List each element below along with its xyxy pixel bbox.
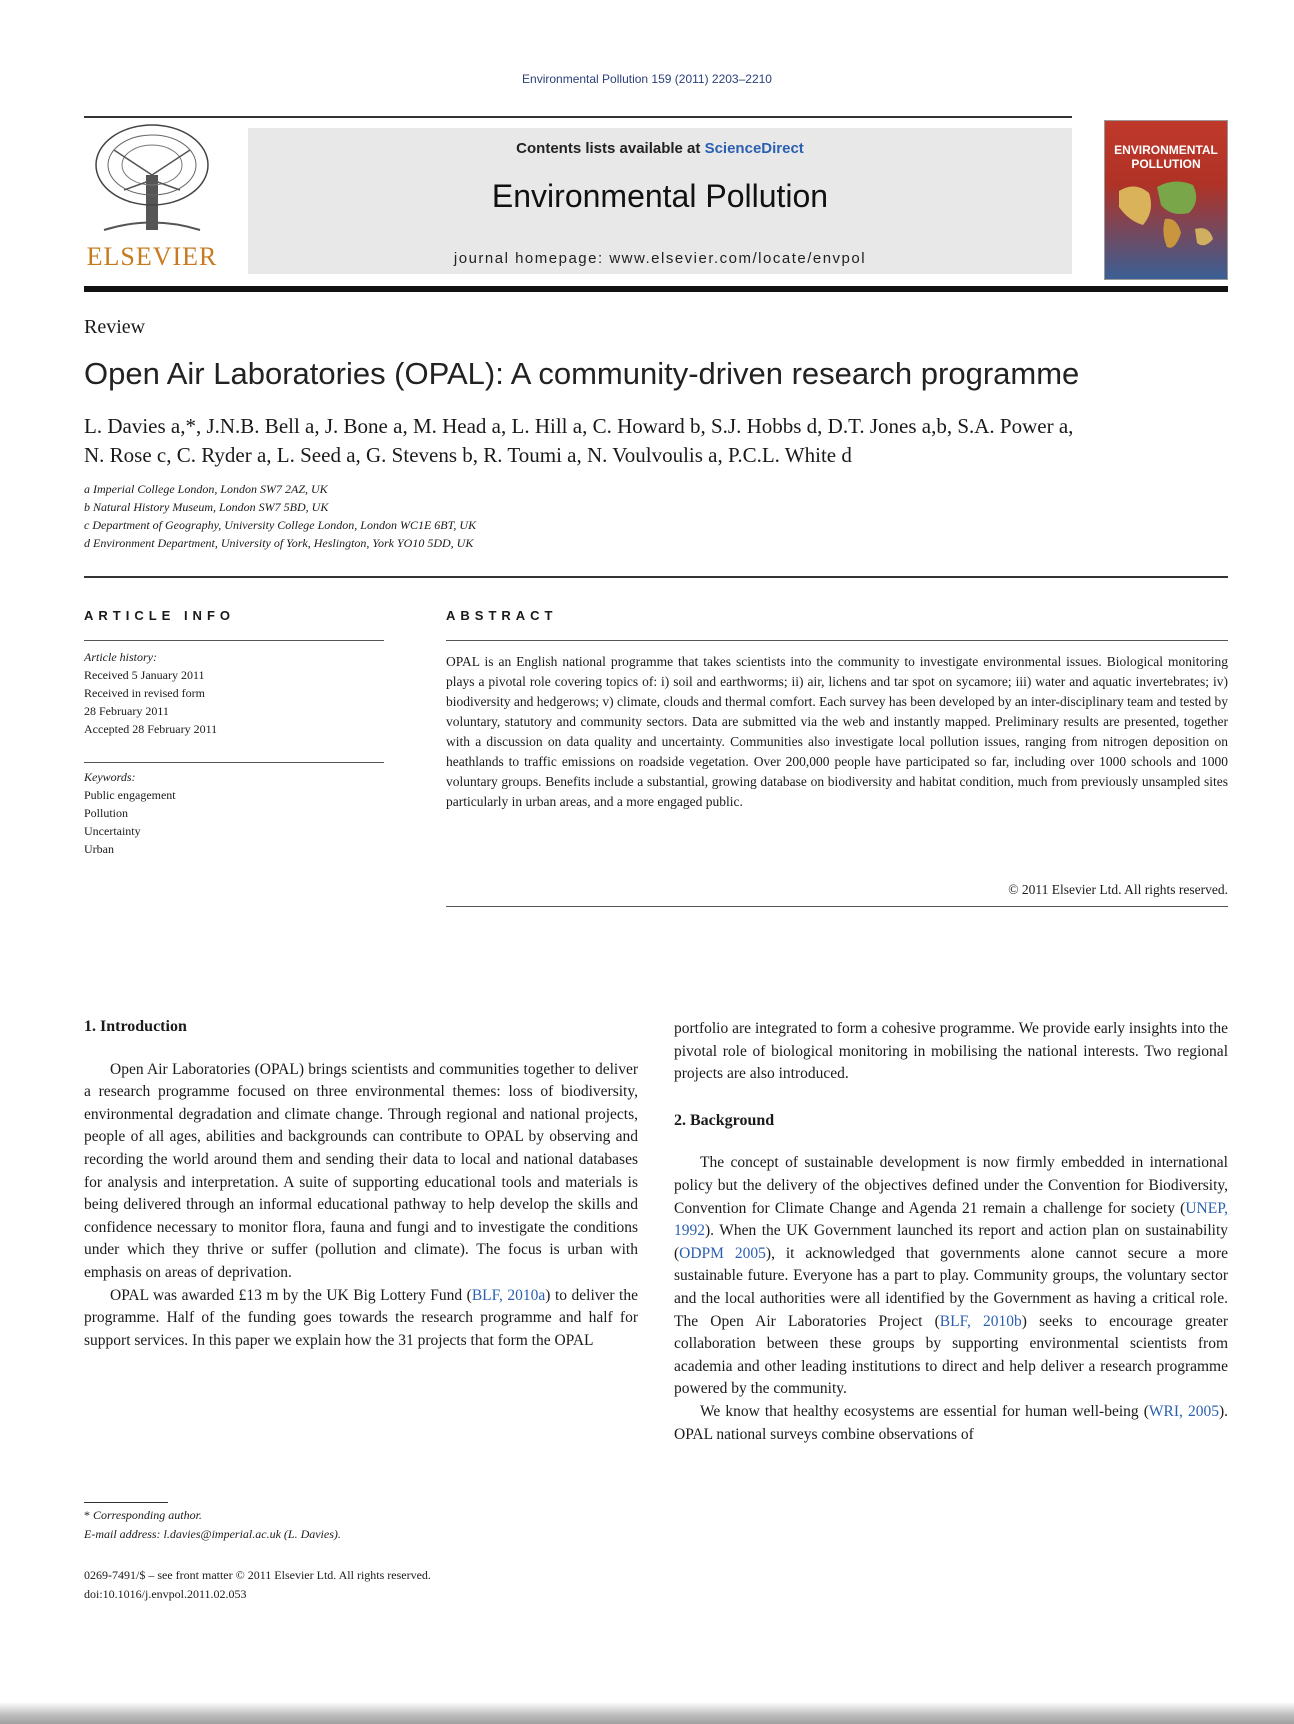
- continued-paragraph: portfolio are integrated to form a cohesive programme. We provide early insights into the pivotal role of biological monitoring in mobilising the national interests. Two regional projects are also introduced.: [674, 1020, 1228, 1083]
- corresponding-author-footnote: [84, 1506, 341, 1544]
- citation-link[interactable]: UNEP, 1992: [674, 1199, 1228, 1240]
- journal-title: Environmental Pollution: [491, 178, 829, 214]
- contents-prefix: Contents lists available at: [516, 140, 705, 157]
- world-map-icon: [1105, 121, 1227, 279]
- keyword-item: Uncertainty: [84, 824, 141, 838]
- text-run: OPAL was awarded £13 m by the UK Big Lottery Fund (: [110, 1286, 472, 1304]
- abstract-bottom-rule: [446, 906, 1228, 907]
- abstract-heading: ABSTRACT: [446, 608, 558, 623]
- journal-reference[interactable]: Environmental Pollution 159 (2011) 2203–2210: [522, 72, 772, 86]
- keywords: [84, 768, 176, 858]
- affiliation-a: a Imperial College London, London SW7 2AZ, UK: [84, 482, 328, 496]
- info-rule: [84, 640, 384, 641]
- article-info-heading: ARTICLE INFO: [84, 608, 235, 623]
- header-rule: [84, 116, 1072, 118]
- citation-link[interactable]: BLF, 2010a: [471, 1286, 546, 1304]
- issn-block: [84, 1566, 431, 1604]
- spacer: [674, 1086, 1228, 1110]
- history-received: Received 5 January 2011: [84, 668, 205, 682]
- doi-link[interactable]: doi:10.1016/j.envpol.2011.02.053: [84, 1587, 247, 1601]
- cover-title: ENVIRONMENTAL POLLUTION: [1114, 143, 1218, 171]
- introduction-paragraph-2: [84, 1285, 638, 1353]
- affiliation-b: b Natural History Museum, London SW7 5BD, UK: [84, 500, 329, 514]
- author-list: [84, 412, 1234, 470]
- article-history: [84, 648, 217, 738]
- elsevier-logo: [84, 120, 220, 276]
- page-shadow: [0, 1702, 1294, 1724]
- section-rule: [84, 576, 1228, 578]
- keyword-item: Public engagement: [84, 788, 176, 802]
- email-line[interactable]: E-mail address: l.davies@imperial.ac.uk (L. Davies).: [84, 1527, 341, 1541]
- introduction-heading: 1. Introduction: [84, 1018, 187, 1035]
- journal-homepage[interactable]: journal homepage: www.elsevier.com/locate/envpol: [453, 250, 867, 267]
- background-paragraph-1: [674, 1152, 1228, 1401]
- corresponding-line: [84, 1506, 341, 1525]
- history-revised-date: 28 February 2011: [84, 704, 169, 718]
- text-run: ), it acknowledged that governments alone cannot secure a more sustainable future. Everyone has a part to play. Community groups, the voluntary sector and the local authorities were all identified by the Government as having a critical role. The Open Air Laboratories Project (: [674, 1244, 1228, 1330]
- affiliation-c: c Department of Geography, University College London, London WC1E 6BT, UK: [84, 518, 477, 532]
- header-thick-rule: [84, 286, 1228, 292]
- history-accepted: Accepted 28 February 2011: [84, 722, 218, 736]
- history-revised: Received in revised form: [84, 686, 205, 700]
- history-heading: Article history:: [84, 650, 157, 664]
- text-run: ) to deliver the programme. Half of the funding goes towards the research programme and half for support services. In this paper we explain how the 31 projects that form the OPAL: [84, 1286, 638, 1349]
- keyword-item: Urban: [84, 842, 114, 856]
- text-run: The concept of sustainable development is now firmly embedded in international policy but the delivery of the objectives defined under the Convention for Biodiversity, Convention for Climate Change and Agenda 21 remain a challenge for society (: [674, 1154, 1228, 1217]
- keyword-item: Pollution: [84, 806, 129, 820]
- sciencedirect-link[interactable]: ScienceDirect: [704, 140, 804, 157]
- citation-link[interactable]: WRI, 2005: [1148, 1402, 1219, 1420]
- text-run: ). OPAL national surveys combine observations of: [674, 1402, 1228, 1443]
- text-run: ). When the UK Government launched its report and action plan on sustainability (: [674, 1222, 1228, 1262]
- abstract-rule: [446, 640, 1228, 641]
- introduction-paragraph-1: Open Air Laboratories (OPAL) brings scientists and communities together to deliver a research programme focused on three environmental themes: loss of biodiversity, environmental degradation and climate change. Through regional and national projects, people of all ages, abilities and backgrounds can contribute to OPAL by observing and recording the world around them and sending their data to local and national databases for analysis and interpretation. A suite of supporting educational tools and materials is being delivered through an informal educational pathway to help develop the skills and confidence necessary to monitor flora, fauna and fungi and to investigate the conditions under which they thrive or suffer (pollution and climate). The focus is urban with emphasis on areas of deprivation.: [84, 1060, 638, 1281]
- body-column-left: [84, 1016, 638, 1352]
- text-run: ) seeks to encourage greater collaboration between these groups by supporting environmental scientists from academia and other leading institutions to direct and help deliver a research programme powered by the community.: [674, 1312, 1228, 1398]
- publisher-wordmark: ELSEVIER: [86, 242, 218, 271]
- affiliation-d: d Environment Department, University of York, Heslington, York YO10 5DD, UK: [84, 536, 474, 550]
- citation-link[interactable]: BLF, 2010b: [939, 1312, 1022, 1330]
- corresponding-text: Corresponding author.: [93, 1508, 202, 1522]
- body-column-right: [674, 1018, 1228, 1446]
- article-type: Review: [84, 316, 146, 338]
- background-paragraph-2: [674, 1401, 1228, 1446]
- citation-link[interactable]: ODPM 2005: [679, 1244, 766, 1262]
- authors-line-1[interactable]: L. Davies a,*, J.N.B. Bell a, J. Bone a, M. Head a, L. Hill a, C. Howard b, S.J. Hobbs d, D.T. Jones a,b, S.A. Power a,: [84, 414, 1074, 438]
- journal-cover: [1104, 120, 1228, 280]
- abstract-text: OPAL is an English national programme that takes scientists into the community to investigate environmental issues. Biological monitoring plays a pivotal role covering topics of: i) soil and earthworms; ii) air, lichens and tar spot on sycamore; iii) water and aquatic invertebrates; iv) biodiversity and hedgerows; v) climate, clouds and thermal comfort. Each survey has been developed by an inter-disciplinary team and tested by voluntary, statutory and community sectors. Data are submitted via the web and instantly mapped. Preliminary results are presented, together with a discussion on data quality and uncertainty. Communities also investigate local pollution issues, ranging from nitrogen deposition on heathlands to traffic emissions on roadside vegetation. Over 200,000 people have participated so far, including over 1000 schools and 1000 voluntary groups. Benefits include a substantial, growing database on biodiversity and habitat condition, much from previously unsampled sites particularly in urban areas, and a more engaged public.: [446, 654, 1228, 809]
- tree-icon: [84, 120, 220, 240]
- authors-line-2[interactable]: N. Rose c, C. Ryder a, L. Seed a, G. Stevens b, R. Toumi a, N. Voulvoulis a, P.C.L. White d: [84, 443, 852, 467]
- asterisk: *: [84, 1508, 93, 1522]
- copyright: © 2011 Elsevier Ltd. All rights reserved.: [1008, 882, 1228, 897]
- issn-line: 0269-7491/$ – see front matter © 2011 Elsevier Ltd. All rights reserved.: [84, 1568, 431, 1582]
- keywords-heading: Keywords:: [84, 770, 136, 784]
- article-title: Open Air Laboratories (OPAL): A community-driven research programme: [84, 356, 1080, 391]
- journal-banner: [248, 128, 1072, 274]
- keywords-rule: [84, 762, 384, 763]
- footnote-rule: [84, 1502, 168, 1503]
- journal-header: [84, 120, 1228, 280]
- background-heading: 2. Background: [674, 1111, 775, 1129]
- text-run: We know that healthy ecosystems are essential for human well-being (: [700, 1402, 1149, 1420]
- contents-line: [248, 140, 1072, 157]
- affiliations: [84, 480, 476, 552]
